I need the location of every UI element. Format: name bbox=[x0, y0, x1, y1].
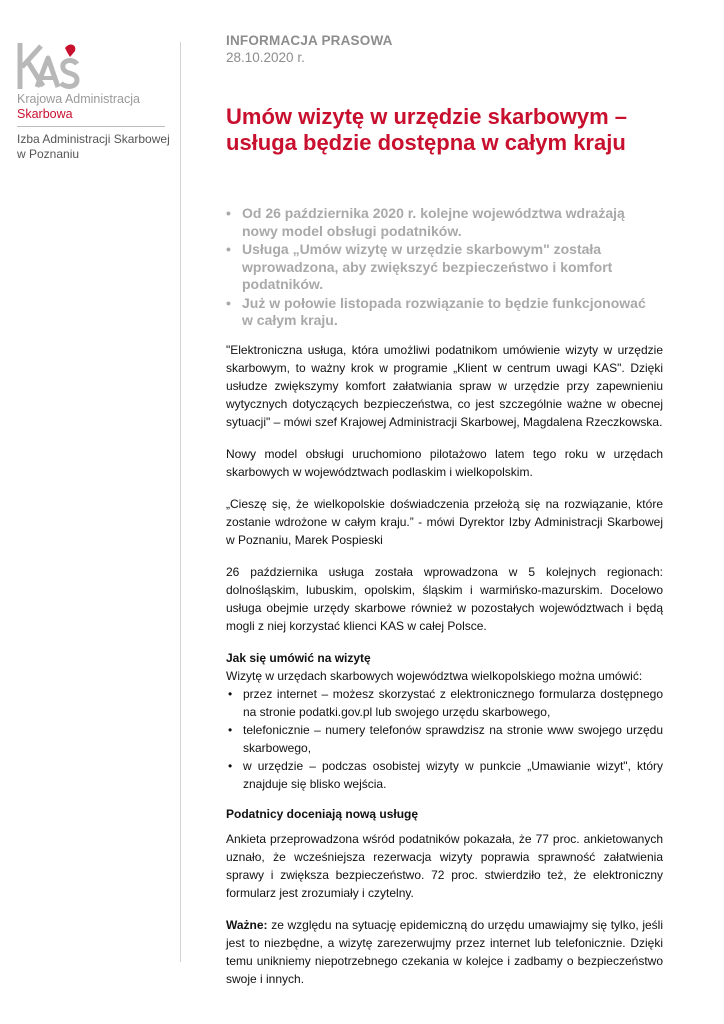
organization-name-line1: Krajowa Administracja bbox=[17, 92, 140, 106]
organization-unit-line1: Izba Administracji Skarbowej bbox=[17, 132, 170, 146]
organization-unit-line2: w Poznaniu bbox=[17, 147, 80, 161]
list-item-text: telefonicznie – numery telefonów sprawdzisz na stronie www swojego urzędu skarbowego, bbox=[243, 723, 663, 755]
organization-divider bbox=[17, 126, 165, 127]
important-note-text: ze względu na sytuację epidemiczną do urzędu umawiajmy się tylko, jeśli jest to niezbędne, a wizytę zarezerwujmy przez internet lub telefonicznie. Dzięki temu unikniemy niepotrzebnego czekania w kolejce i zadbamy o bezpieczeństwo swoje i innych. bbox=[226, 918, 663, 986]
bullet-icon: • bbox=[228, 759, 233, 773]
organization-name bbox=[17, 92, 140, 122]
list-item bbox=[226, 685, 663, 721]
lead-point bbox=[226, 241, 656, 294]
organization-name-line2: Skarbowa bbox=[17, 107, 73, 121]
section-intro: Wizytę w urzędach skarbowych województwa wielkopolskiego można umówić: bbox=[226, 669, 643, 683]
important-note bbox=[226, 916, 663, 988]
important-note-label: Ważne: bbox=[226, 918, 268, 932]
lead-point-text: Usługa „Umów wizytę w urzędzie skarbowym" została wprowadzona, aby zwiększyć bezpieczeństwo i komfort podatników. bbox=[242, 241, 613, 292]
paragraph-quote-dyrektor: „Cieszę się, że wielkopolskie doświadczenia przełożą się na rozwiązanie, które zostanie wdrożone w całym kraju.” - mówi Dyrektor Izby Administracji Skarbowej w Poznaniu, Marek Pospieski bbox=[226, 497, 663, 547]
bullet-icon: • bbox=[226, 241, 231, 257]
lead-points bbox=[226, 205, 656, 331]
list-item-text: w urzędzie – podczas osobistej wizyty w punkcie „Umawianie wizyt", który znajduje się blisko wejścia. bbox=[243, 759, 663, 791]
lead-point-text: Już w połowie listopada rozwiązanie to będzie funkcjonować w całym kraju. bbox=[242, 294, 646, 328]
document-type: INFORMACJA PRASOWA bbox=[226, 33, 393, 48]
section-heading-how-to-book: Jak się umówić na wizytę bbox=[226, 651, 371, 665]
paragraph-pilot: Nowy model obsługi uruchomiono pilotażowo latem tego roku w urzędach skarbowych w województwach podlaskim i wielkopolskim. bbox=[226, 447, 663, 479]
paragraph-quote-szef: "Elektroniczna usługa, która umożliwi podatnikom umówienie wizyty w urzędzie skarbowym, to ważny krok w programie „Klient w centrum uwagi KAS". Dzięki usłudze zwiększymy komfort załatwiania spraw w urzędzie przy zapewnieniu wytycznych dotyczących bezpieczeństwa, co jest szczególnie ważne w obecnej sytuacji" – mówi szef Krajowej Administracji Skarbowej, Magdalena Rzeczkowska. bbox=[226, 343, 663, 429]
section-heading-survey: Podatnicy doceniają nową usługę bbox=[226, 807, 419, 821]
booking-methods-list bbox=[226, 685, 663, 793]
bullet-icon: • bbox=[226, 294, 231, 311]
bullet-icon: • bbox=[228, 687, 233, 701]
press-release-title: Umów wizytę w urzędzie skarbowym – usługa będzie dostępna w całym kraju bbox=[226, 104, 628, 155]
list-item bbox=[226, 721, 663, 757]
lead-point-text: Od 26 października 2020 r. kolejne województwa wdrażają nowy model obsługi podatników. bbox=[242, 205, 625, 239]
lead-point bbox=[226, 295, 656, 330]
document-header bbox=[226, 33, 393, 65]
bullet-icon: • bbox=[228, 723, 233, 737]
paragraph-regions: 26 października usługa została wprowadzona w 5 kolejnych regionach: dolnośląskim, lubuskim, opolskim, śląskim i warmińsko-mazurskim. Docelowo usługa obejmie urzędy skarbowe również w pozostałych województwach i będą mogli z niej korzystać klienci KAS w całej Polsce. bbox=[226, 565, 663, 633]
list-item bbox=[226, 757, 663, 793]
organization-unit bbox=[17, 132, 177, 162]
article-body bbox=[226, 341, 663, 1002]
lead-point bbox=[226, 205, 656, 240]
kas-logo bbox=[17, 40, 81, 92]
bullet-icon: • bbox=[226, 205, 231, 221]
vertical-divider bbox=[180, 42, 181, 962]
document-date: 28.10.2020 r. bbox=[226, 50, 305, 65]
list-item-text: przez internet – możesz skorzystać z elektronicznego formularza dostępnego na stronie podatki.gov.pl lub swojego urzędu skarbowego, bbox=[243, 687, 663, 719]
paragraph-survey: Ankieta przeprowadzona wśród podatników pokazała, że 77 proc. ankietowanych uznało, że wcześniejsza rezerwacja wizyty poprawia sprawność załatwienia sprawy i zwiększa bezpieczeństwo. 72 proc. stwierdziło też, że elektroniczny formularz jest zrozumiały i czytelny. bbox=[226, 832, 663, 900]
